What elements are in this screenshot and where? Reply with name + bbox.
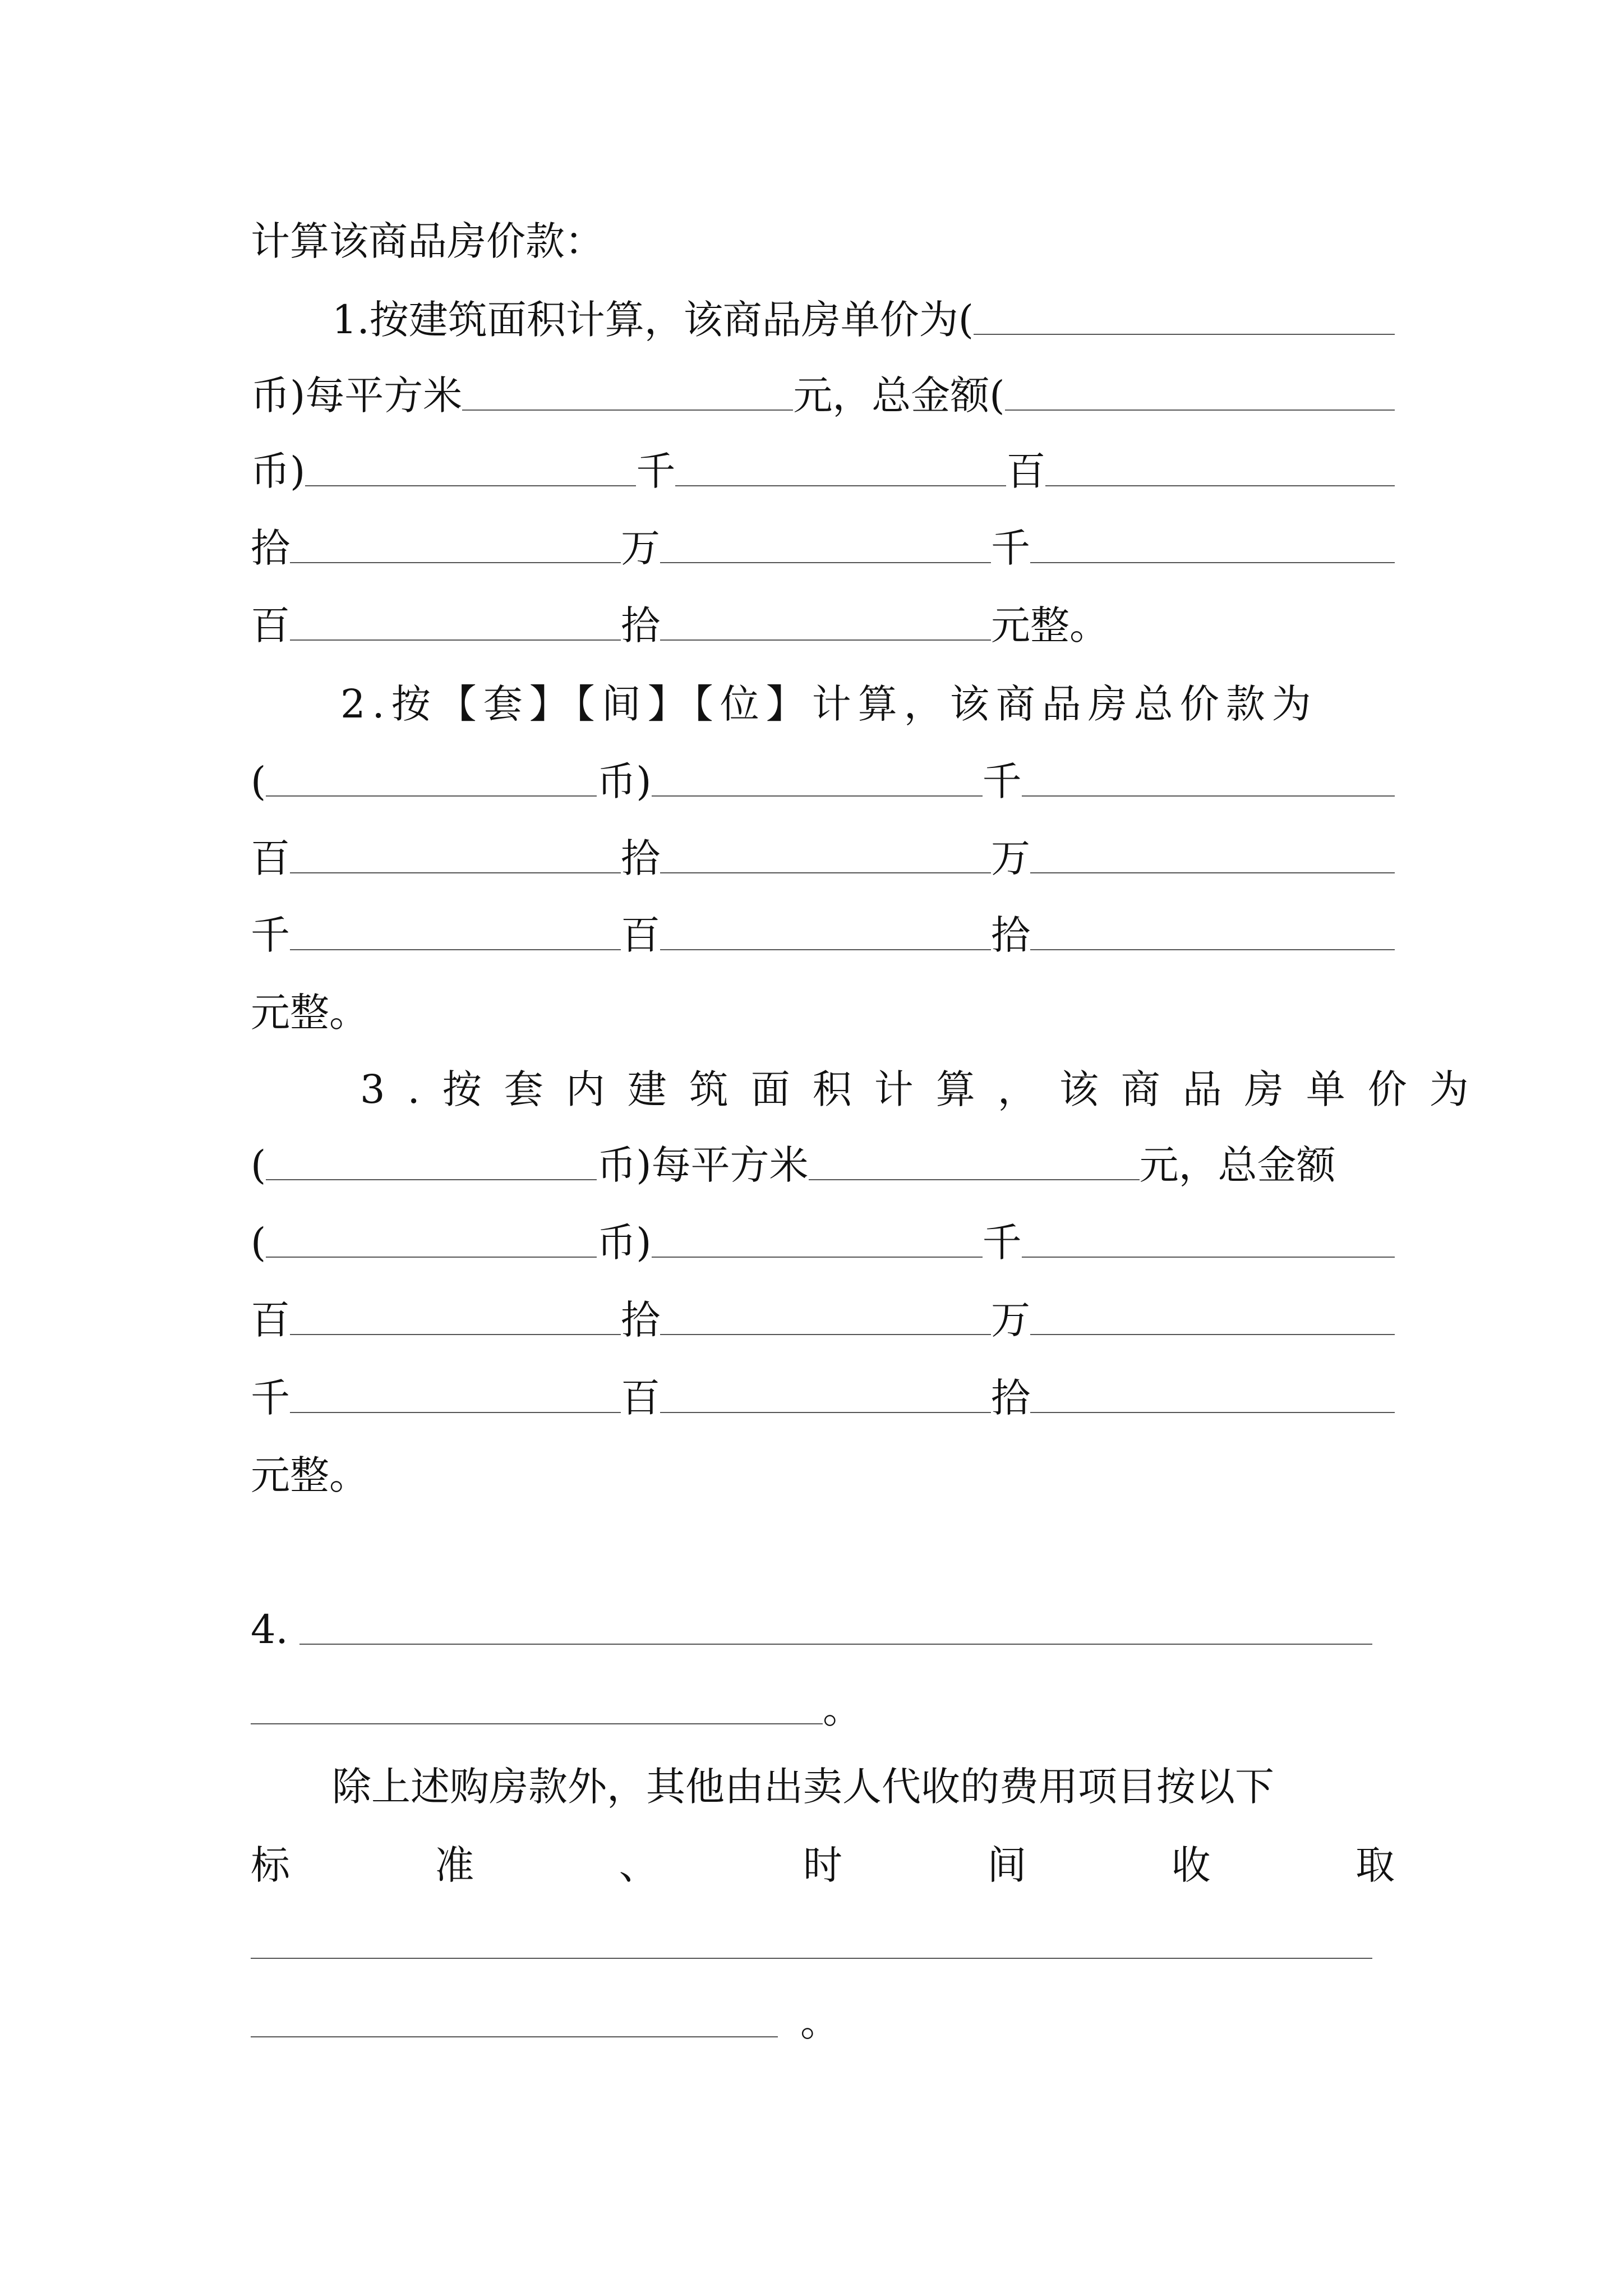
fees-blank[interactable] (251, 1958, 1372, 1959)
fees-blank[interactable] (251, 2036, 778, 2037)
amount-blank[interactable] (652, 795, 983, 797)
item1-line2: 币) 每平方米 元，总金额( (251, 359, 1395, 415)
amount-blank[interactable] (290, 872, 621, 873)
amount-blank[interactable] (1030, 872, 1395, 873)
item1-line3: 币) 千 百 (251, 435, 1395, 491)
item3-line2: ( 币) 每平方米 元，总金额 (251, 1142, 1336, 1188)
amount-blank[interactable] (675, 485, 1006, 486)
item3-line6: 元整。 (251, 1452, 368, 1498)
amount-blank[interactable] (1030, 949, 1395, 950)
unit-price-blank[interactable] (462, 409, 793, 411)
item1-line1 (251, 283, 1395, 343)
other-fees-line3 (251, 1907, 1372, 1963)
amount-blank[interactable] (660, 1412, 991, 1413)
amount-blank[interactable] (1022, 1257, 1395, 1258)
item4-blank[interactable] (299, 1644, 1372, 1645)
other-fees-line2: 标 准 、 时 间 收 取 (251, 1842, 1395, 1888)
currency-blank[interactable] (974, 334, 1395, 335)
amount-blank[interactable] (305, 485, 636, 486)
amount-blank[interactable] (1030, 1334, 1395, 1335)
other-fees-line1: 除上述购房款外，其他由出卖人代收的费用项目按以下 (332, 1764, 1274, 1810)
item2-line5: 元整。 (251, 990, 368, 1036)
other-fees-line4: 。 (251, 1986, 1395, 2042)
amount-blank[interactable] (1030, 1412, 1395, 1413)
amount-blank[interactable] (660, 639, 991, 641)
item4-line2: 。 (251, 1673, 1395, 1729)
amount-blank[interactable] (1022, 795, 1395, 797)
unit-price-blank[interactable] (809, 1179, 1140, 1180)
amount-blank[interactable] (290, 1412, 621, 1413)
item1-line4: 拾 万 千 (251, 512, 1395, 568)
currency-blank[interactable] (266, 1179, 597, 1180)
item3-line3: ( 币) 千 (251, 1206, 1395, 1262)
item3-line5: 千 百 拾 (251, 1361, 1395, 1418)
item2-intro: 2.按【套】【间】【位】计算，该商品房总价款为 (340, 681, 1318, 727)
item1-line5: 百 拾 元整。 (251, 602, 1109, 648)
item4-blank[interactable] (251, 1723, 823, 1724)
currency-blank[interactable] (266, 795, 597, 797)
item2-line4: 千 百 拾 (251, 899, 1395, 955)
amount-blank[interactable] (290, 562, 621, 563)
item3-line1 (251, 1053, 1491, 1112)
item1-intro: 1.按建筑面积计算，该商品房单价为( (332, 297, 974, 343)
item2-line2: ( 币) 千 (251, 745, 1395, 801)
currency-blank[interactable] (266, 1257, 597, 1258)
amount-blank[interactable] (660, 949, 991, 950)
item2-line3: 百 拾 万 (251, 822, 1395, 878)
section-heading: 计算该商品房价款： (251, 218, 604, 264)
amount-blank[interactable] (1045, 485, 1395, 486)
amount-blank[interactable] (290, 949, 621, 950)
item3-intro: 3.按套内建筑面积计算，该商品房单价为 (360, 1066, 1491, 1112)
item4-line1: 4. (251, 1593, 1372, 1649)
amount-blank[interactable] (660, 1334, 991, 1335)
amount-blank[interactable] (1030, 562, 1395, 563)
amount-blank[interactable] (290, 639, 621, 641)
item2-line1 (251, 668, 1395, 727)
amount-blank[interactable] (290, 1334, 621, 1335)
currency-blank[interactable] (1005, 409, 1395, 411)
item3-line4: 百 拾 万 (251, 1283, 1395, 1340)
amount-blank[interactable] (652, 1257, 983, 1258)
amount-blank[interactable] (660, 872, 991, 873)
amount-blank[interactable] (660, 562, 991, 563)
